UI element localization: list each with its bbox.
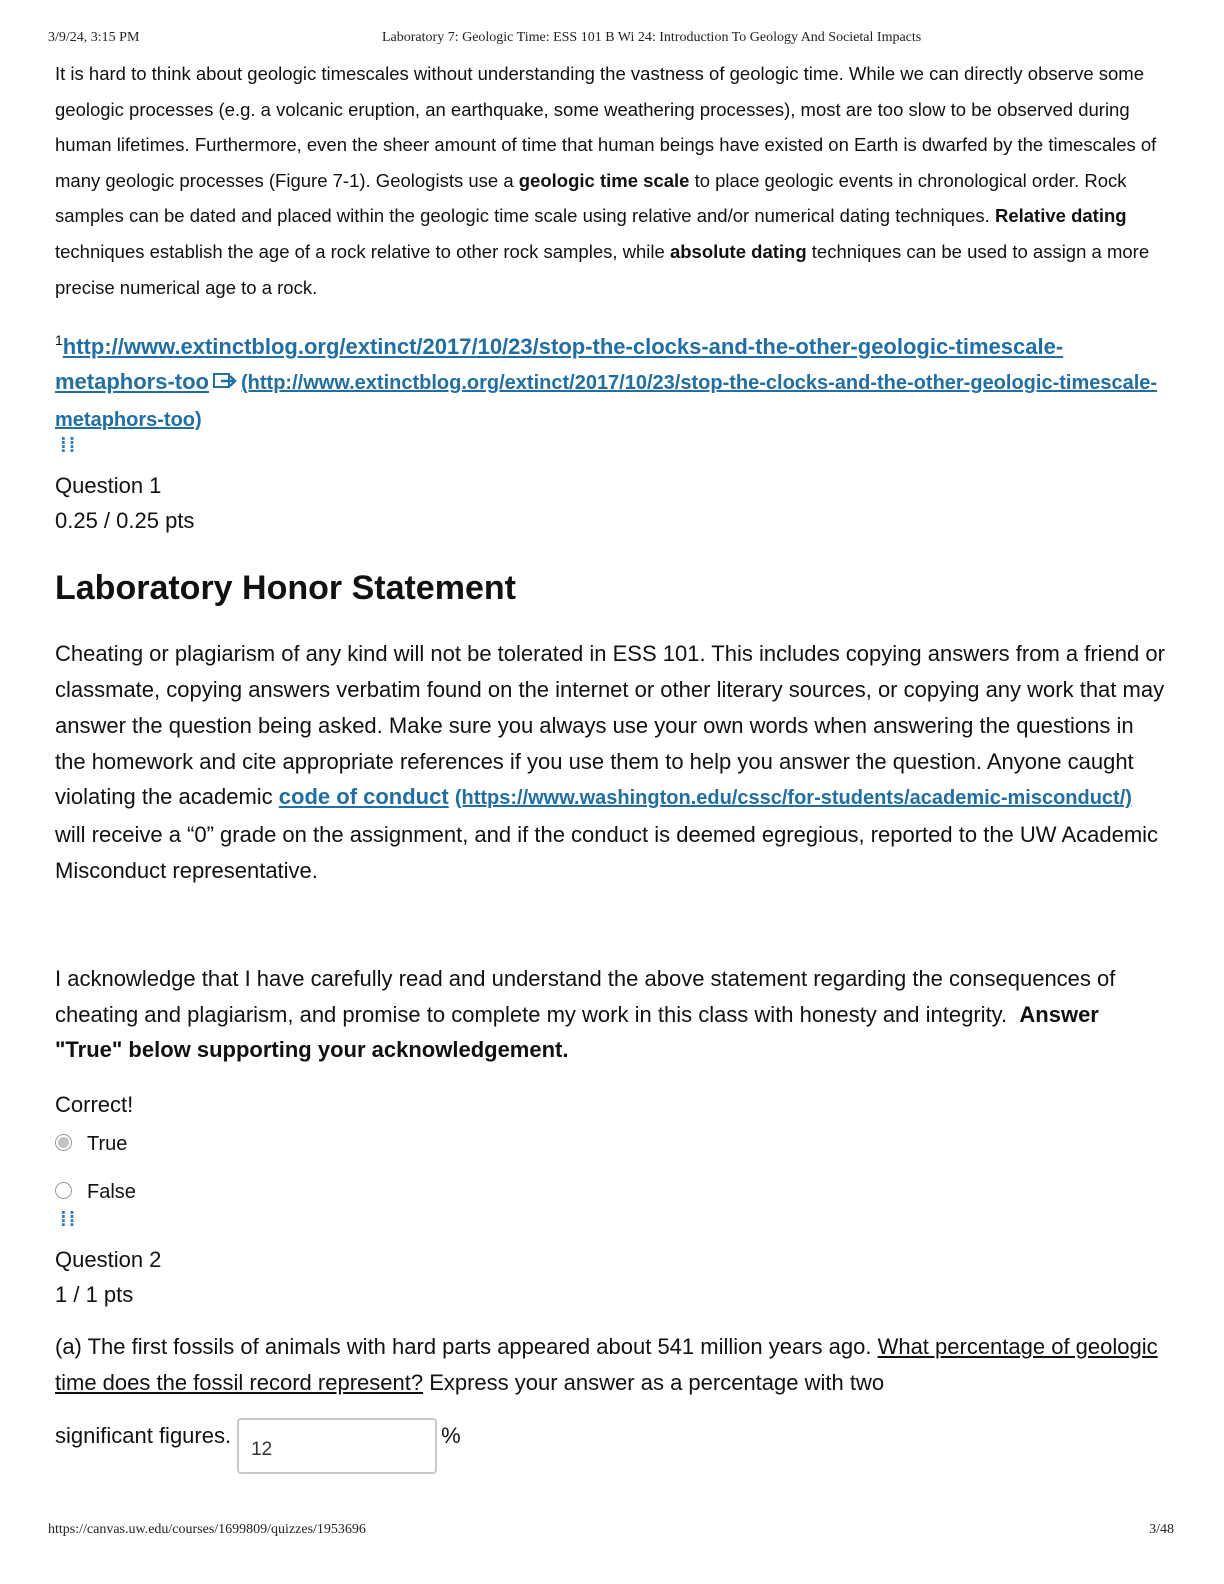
drag-handle-icon[interactable]: ⁞⁞	[60, 1209, 78, 1232]
intro-paragraph: It is hard to think about geologic timescales without understanding the vastness of geologic time. While we can directly observe some geologic processes (e.g. a volcanic eruption, an earthquake, some weathering processes), most are too slow to be observed during human lifetimes. Furthermore, even the sheer amount of time that human beings have existed on Earth is dwarfed by the timescales of many geologic processes (Figure 7-1). Geologists use a geologic time scale to place geologic events in chronological order. Rock samples can be dated and placed within the geologic time scale using relative and/or numerical dating techniques. Relative dating techniques establish the age of a rock relative to other rock samples, while absolute dating techniques can be used to assign a more precise numerical age to a rock.	[55, 63, 1157, 298]
unit-label: %	[441, 1423, 461, 1449]
print-footer	[0, 1522, 1224, 1542]
term-relative-dating: Relative dating	[994, 205, 1127, 227]
print-header	[0, 30, 1224, 50]
radio-true[interactable]	[55, 1134, 72, 1151]
drag-handle-icon[interactable]: ⁞⁞	[60, 435, 78, 458]
print-url: https://canvas.uw.edu/courses/1699809/quizzes/1953696	[48, 1522, 366, 1537]
quiz-content	[55, 56, 1165, 1474]
acknowledgement-instruction: Answer "True" below supporting your acknowledgement.	[55, 1001, 1099, 1063]
code-of-conduct-url[interactable]: (https://www.washington.edu/cssc/for-students/academic-misconduct/)	[454, 787, 1132, 810]
radio-false[interactable]	[55, 1182, 72, 1199]
print-page-title: Laboratory 7: Geologic Time: ESS 101 B Wi 24: Introduction To Geology And Societal Impacts	[382, 30, 922, 45]
question-2-underlined: What percentage of geologic time does the fossil record represent?	[55, 1334, 1158, 1396]
footnote	[55, 323, 1165, 438]
question-2-label: Question 2	[55, 1247, 162, 1273]
answer-input[interactable]: 12	[237, 1418, 437, 1474]
term-absolute-dating: absolute dating	[669, 240, 807, 262]
print-page-number: 3/48	[1149, 1522, 1174, 1537]
option-false-label: False	[87, 1181, 136, 1204]
honor-statement-text: Cheating or plagiarism of any kind will not be tolerated in ESS 101. This includes copying answers from a friend or classmate, copying answers verbatim found on the internet or other literary sources, or copying any work that may answer the question being asked. Make sure you always use your own words when answering the questions in the homework and cite appropriate references if you use them to help you answer the question. Anyone caught violating the academic code of conduct (https://www.washington.edu/cssc/for-students/academic-misconduct/) will receive a “0” grade on the assignment, and if the conduct is deemed egregious, reported to the UW Academic Misconduct representative.	[55, 641, 1165, 883]
code-of-conduct-link[interactable]: code of conduct	[278, 784, 449, 810]
question-1-points: 0.25 / 0.25 pts	[55, 508, 195, 534]
option-false[interactable]	[55, 1176, 1165, 1224]
footnote-number: 1	[55, 332, 63, 349]
acknowledgement-text: I acknowledge that I have carefully read and understand the above statement regarding the consequences of cheating and plagiarism, and promise to complete my work in this class with honesty and integrity. Answer "True" below supporting your acknowledgement.	[55, 965, 1116, 1063]
question-2-prompt: (a) The first fossils of animals with hard parts appeared about 541 million years ago. What percentage of geologic time does the fossil record represent? Express your answer as a percentage with two significant figures.12%	[55, 1329, 1165, 1474]
question-1-label: Question 1	[55, 473, 162, 499]
question-1-heading: Laboratory Honor Statement	[55, 569, 516, 608]
term-geologic-time-scale: geologic time scale	[518, 169, 690, 191]
footnote-link-url[interactable]: (http://www.extinctblog.org/extinct/2017/10/23/stop-the-clocks-and-the-other-geologic-timescale-metaphors-too)	[55, 372, 1158, 432]
external-link-icon	[213, 371, 239, 391]
print-datetime: 3/9/24, 3:15 PM	[48, 30, 140, 45]
answer-result-label: Correct!	[55, 1092, 134, 1118]
question-2-points: 1 / 1 pts	[55, 1282, 134, 1308]
option-true-label: True	[87, 1133, 128, 1156]
footnote-link[interactable]: http://www.extinctblog.org/extinct/2017/10/23/stop-the-clocks-and-the-other-geologic-timescale-metaphors-too	[55, 334, 1064, 395]
option-true[interactable]	[55, 1128, 1165, 1176]
